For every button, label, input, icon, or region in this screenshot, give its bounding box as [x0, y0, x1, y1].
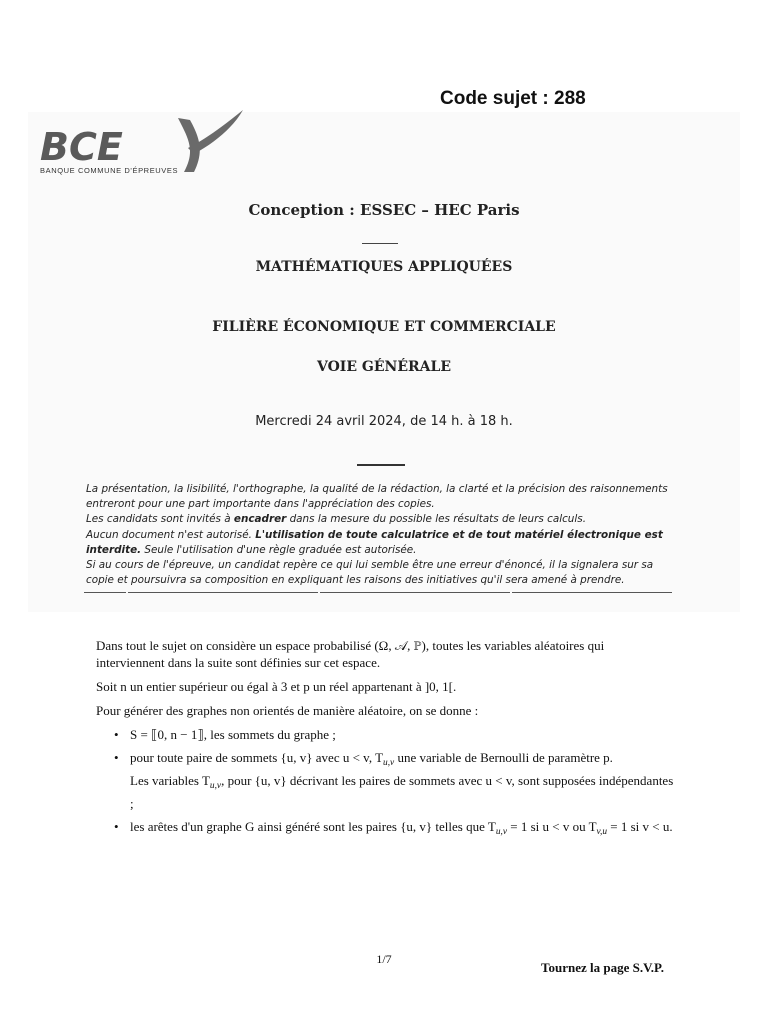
parameters-paragraph: Soit n un entier supérieur ou égal à 3 et p un réel appartenant à ]0, 1[. [96, 679, 457, 694]
divider-short [362, 243, 398, 244]
instruction-presentation: La présentation, la lisibilité, l'orthographe, la qualité de la rédaction, la clarté et la précision des raisonnements entreront pour une part importante dans l'appréciation des copies. [86, 483, 668, 511]
text-run: , pour {u, v} décrivant les paires de sommets avec u < v, sont supposées indépendantes ; [130, 772, 674, 811]
instruction-encadrer [86, 512, 680, 527]
voie-title: VOIE GÉNÉRALE [316, 359, 451, 375]
text-run: = 1 si v < u. [607, 818, 673, 834]
text-run: pour toute paire de sommets {u, v} avec u < v, T [130, 750, 384, 765]
instruction-erreur: Si au cours de l'épreuve, un candidat repère ce qui lui semble être une erreur d'énoncé, il la signalera sur sa copie et poursuivra sa composition en expliquant les raisons des initiatives qu'il sera amené à prendre. [86, 559, 654, 587]
text-run: les arêtes d'un graphe G ainsi généré sont les paires {u, v} telles que T [130, 818, 496, 834]
conception-title: Conception : ESSEC – HEC Paris [248, 201, 520, 219]
subscript: u,v [495, 826, 507, 837]
separator-rule [128, 592, 318, 593]
subject-title: MATHÉMATIQUES APPLIQUÉES [255, 259, 513, 275]
instruction-text: dans la mesure du possible les résultats de leurs calculs. [286, 513, 586, 526]
instruction-calculatrice [86, 528, 680, 558]
generation-paragraph: Pour générer des graphes non orientés de manière aléatoire, on se donne : [96, 703, 479, 718]
subscript: u,v [383, 757, 395, 768]
definition-list [96, 726, 676, 840]
logo-subtitle: BANQUE COMMUNE D'ÉPREUVES [40, 166, 179, 175]
page-number: 1/7 [376, 952, 392, 966]
instruction-emphasis: L'utilisation de toute calculatrice et de tout matériel électronique est interdite. [86, 528, 663, 556]
filiere-title: FILIÈRE ÉCONOMIQUE ET COMMERCIALE [212, 319, 556, 335]
logo-swoosh-right [188, 110, 243, 154]
text-run: Les variables T [130, 772, 210, 788]
instruction-text: Les candidats sont invités à [86, 513, 234, 526]
separator-rule [84, 592, 126, 593]
text-run: = 1 si u < v ou T [507, 818, 597, 834]
instructions-block [86, 482, 680, 588]
list-item [130, 818, 676, 841]
intro-paragraph: Dans tout le sujet on considère un espace probabilisé (Ω, 𝒜, ℙ), toutes les variables aléatoires qui interviennent dans la suite sont définies sur cet espace. [96, 638, 605, 670]
exam-date: Mercredi 24 avril 2024, de 14 h. à 18 h. [255, 414, 513, 429]
turn-page-note: Tournez la page S.V.P. [541, 960, 665, 975]
subscript: u,v [209, 780, 222, 791]
list-item: • S = ⟦0, n − 1⟧, les sommets du graphe ; [130, 726, 676, 743]
divider-date [357, 464, 405, 466]
instruction-text: Seule l'utilisation d'une règle graduée est autorisée. [141, 543, 417, 556]
subscript: v,u [596, 826, 608, 837]
separator-rule [512, 592, 672, 593]
instruction-emphasis: encadrer [233, 513, 287, 526]
problem-statement [96, 637, 676, 846]
code-sujet: Code sujet : 288 [440, 88, 586, 109]
text-run: une variable de Bernoulli de paramètre p. [394, 750, 613, 765]
list-item [130, 749, 676, 812]
logo-text: BCE [40, 125, 123, 169]
instruction-text: Aucun document n'est autorisé. [86, 528, 256, 541]
separator-rule [320, 592, 510, 593]
